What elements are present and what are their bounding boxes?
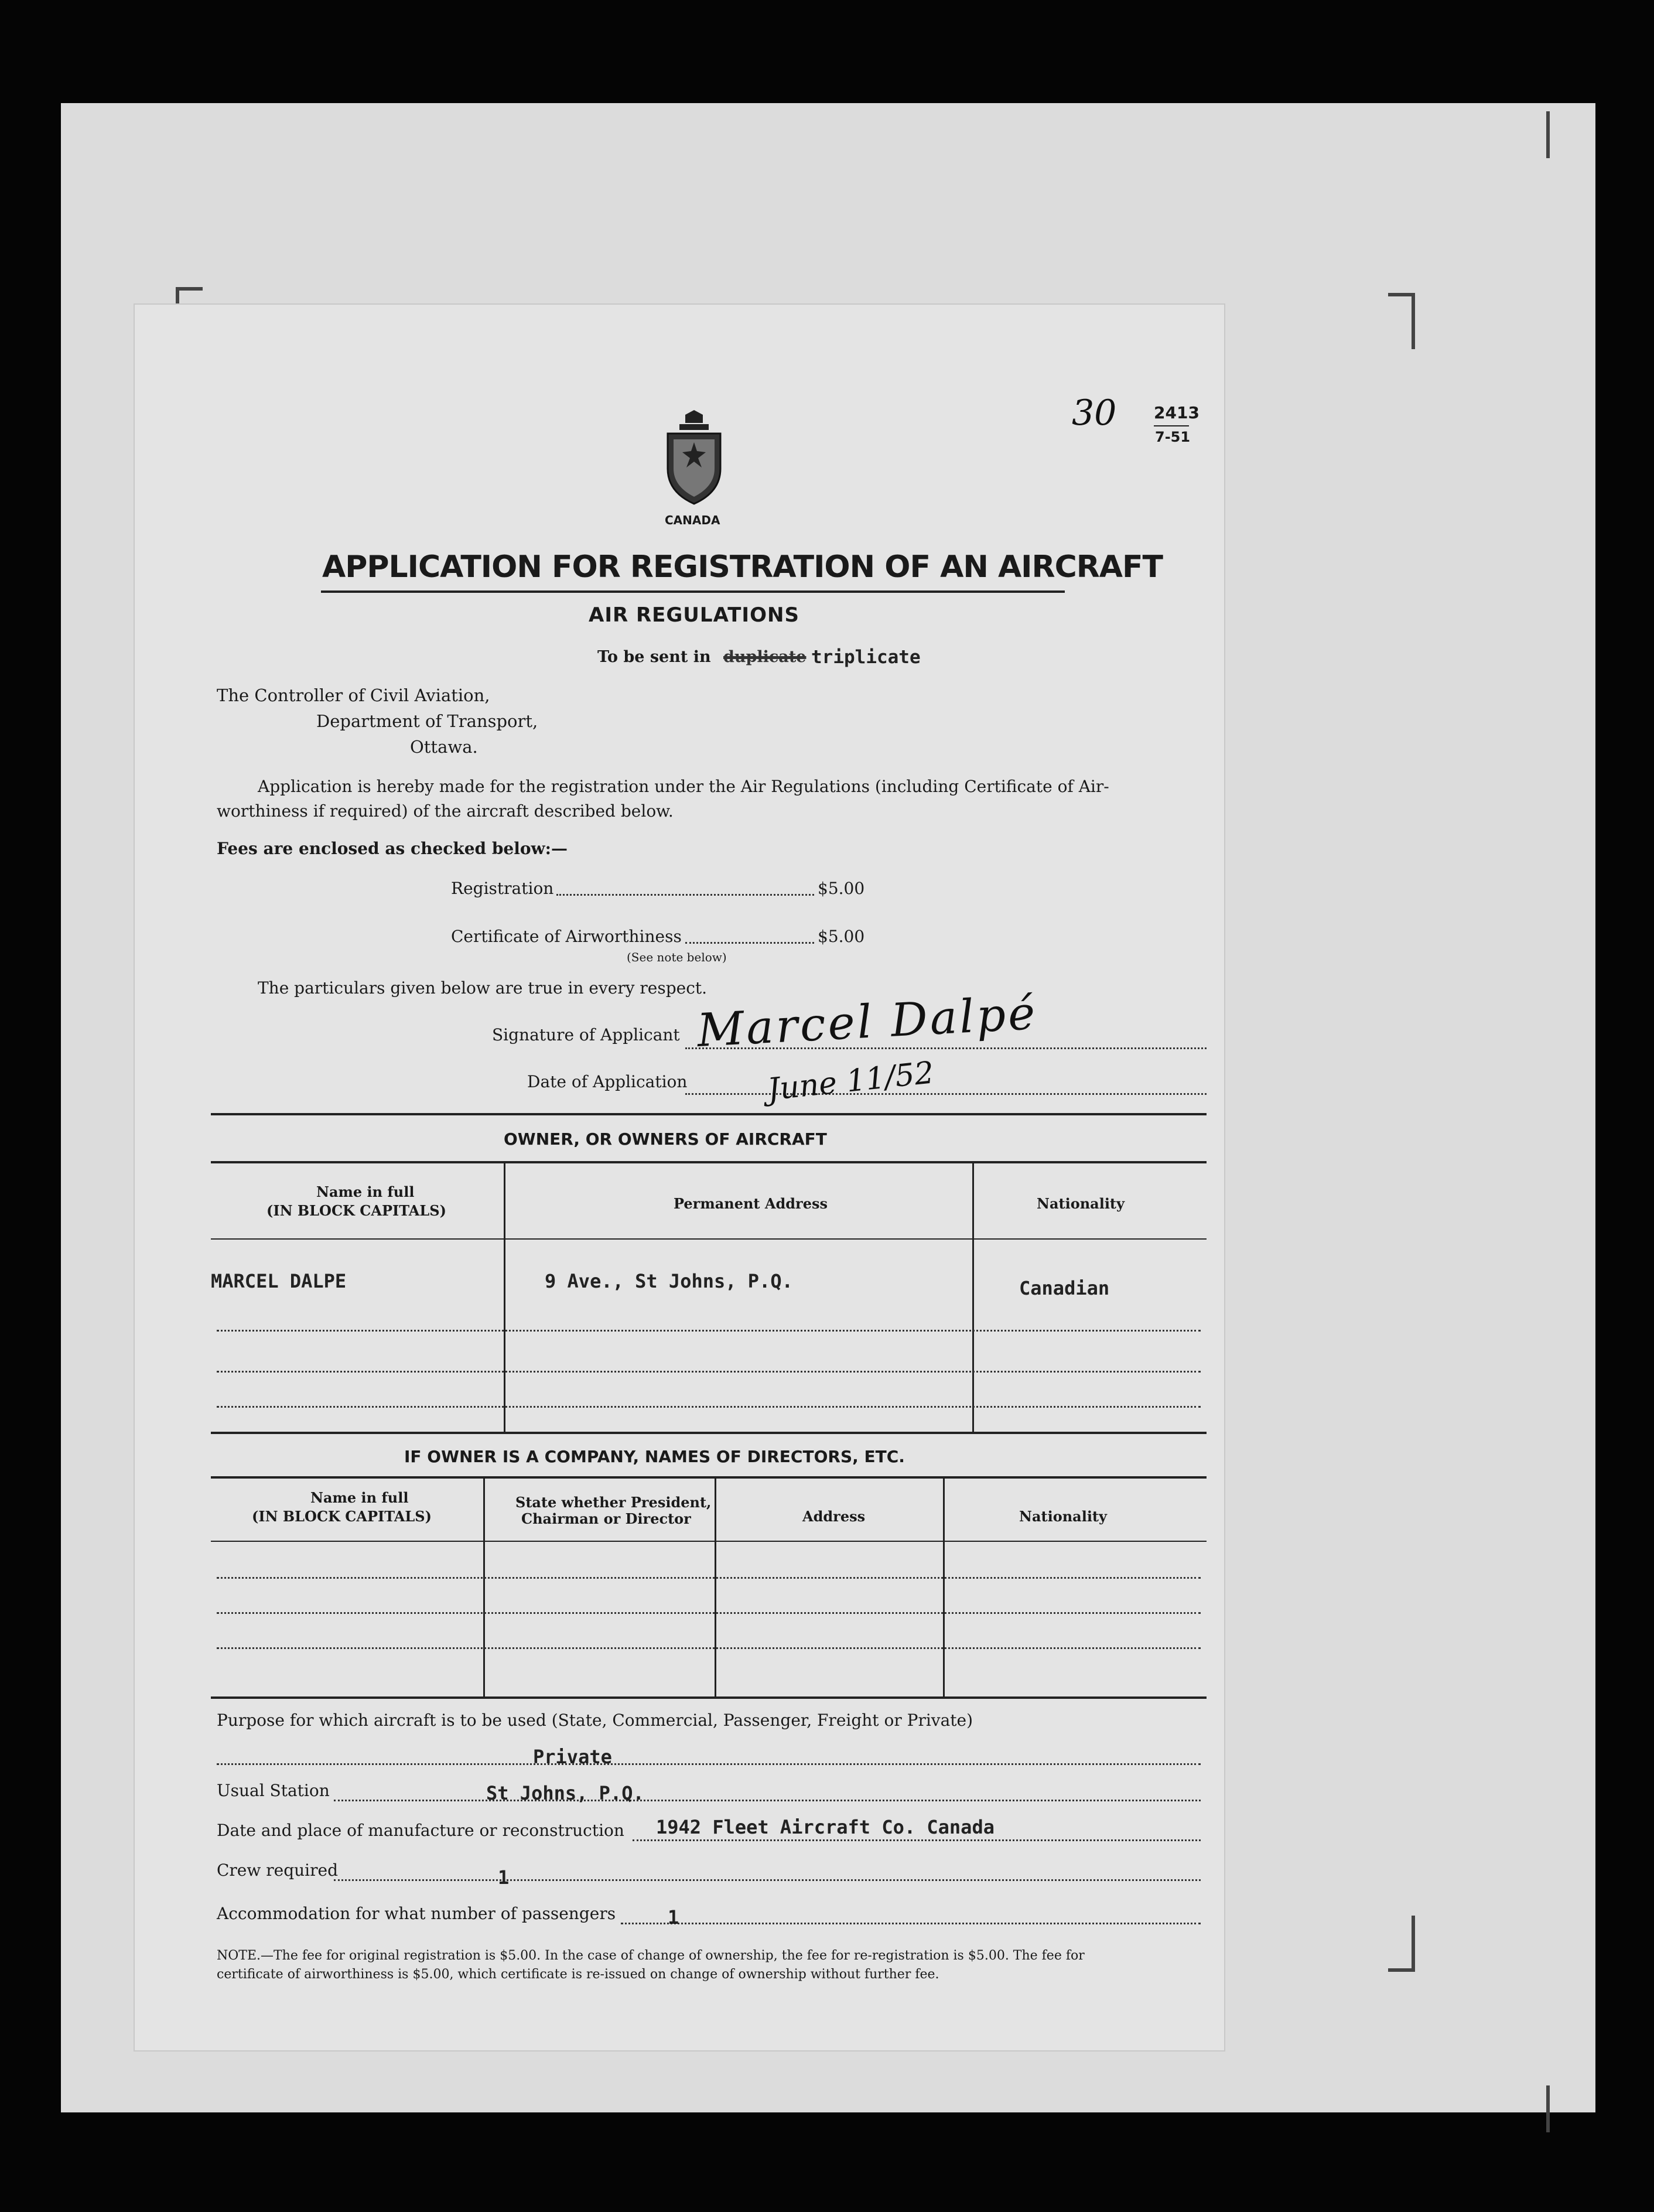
directors-table-top	[211, 1476, 1207, 1479]
owners-table-top	[211, 1161, 1207, 1163]
fee-airworthiness-leader	[685, 942, 814, 944]
directors-header-rule	[211, 1541, 1207, 1542]
send-in-typed: triplicate	[811, 647, 921, 668]
form-number-rule	[1154, 425, 1189, 426]
owners-col-divider	[972, 1161, 974, 1433]
crew-line	[334, 1879, 1201, 1881]
owners-heading: OWNER, OR OWNERS OF AIRCRAFT	[504, 1129, 827, 1149]
directors-col-block: (IN BLOCK CAPITALS)	[252, 1508, 432, 1525]
owners-col-address: Permanent Address	[674, 1195, 828, 1212]
canada-label: CANADA	[665, 513, 720, 527]
crew-label: Crew required	[217, 1861, 338, 1880]
coat-of-arms-icon	[662, 410, 726, 510]
owners-col-block: (IN BLOCK CAPITALS)	[266, 1202, 446, 1219]
fee-airworthiness-label: Certificate of Airworthiness	[451, 927, 682, 946]
subtitle: AIR REGULATIONS	[589, 603, 799, 627]
corner-bracket	[1546, 2085, 1567, 2132]
directors-col-role-2: Chairman or Director	[521, 1510, 691, 1527]
manufacture-value: 1942 Fleet Aircraft Co. Canada	[656, 1816, 995, 1838]
true-statement: The particulars given below are true in every respect.	[258, 978, 708, 998]
directors-col-address: Address	[802, 1508, 866, 1525]
form-page	[135, 305, 1224, 2050]
directors-col-divider	[943, 1476, 945, 1699]
passengers-label: Accommodation for what number of passengers	[217, 1904, 616, 1923]
owners-header-rule	[211, 1238, 1207, 1240]
manufacture-label: Date and place of manufacture or reconstruction	[217, 1821, 624, 1840]
application-text-1: Application is hereby made for the registration under the Air Regulations (including Certificate of Air-	[258, 777, 1109, 796]
owner-name: MARCEL DALPE	[211, 1270, 347, 1292]
see-note: (See note below)	[627, 950, 727, 964]
directors-col-name: Name in full	[310, 1489, 409, 1506]
owners-row-rule	[217, 1406, 1201, 1408]
station-label: Usual Station	[217, 1781, 330, 1800]
addressee-line-2: Department of Transport,	[316, 711, 538, 731]
corner-bracket	[1388, 1916, 1415, 1972]
application-text-2: worthiness if required) of the aircraft described below.	[217, 801, 674, 821]
directors-col-role: State whether President,	[515, 1494, 712, 1511]
owners-table-bottom	[211, 1432, 1207, 1434]
passengers-line	[621, 1923, 1201, 1924]
application-date: June 11/52	[766, 1055, 936, 1108]
directors-row-rule	[217, 1647, 1201, 1649]
station-line	[334, 1800, 1201, 1801]
owners-row-rule	[217, 1371, 1201, 1373]
crew-value: 1	[498, 1866, 510, 1889]
owner-address: 9 Ave., St Johns, P.Q.	[545, 1270, 793, 1292]
note-line-1: NOTE.—The fee for original registration is $5.00. In the case of change of ownership, the fee for re-registration is $5.00. The fee for	[217, 1948, 1085, 1963]
corner-bracket	[1388, 293, 1415, 349]
owner-nationality: Canadian	[1019, 1277, 1110, 1299]
passengers-value: 1	[668, 1906, 679, 1928]
note-line-2: certificate of airworthiness is $5.00, which certificate is re-issued on change of ownership without further fee.	[217, 1967, 939, 1982]
manufacture-line	[633, 1839, 1201, 1841]
directors-row-rule	[217, 1612, 1201, 1614]
purpose-label: Purpose for which aircraft is to be used (State, Commercial, Passenger, Freight or Private)	[217, 1711, 973, 1730]
date-line	[685, 1093, 1207, 1095]
form-revision: 7-51	[1155, 429, 1191, 445]
directors-table-bottom	[211, 1696, 1207, 1699]
fee-registration-label: Registration	[451, 879, 554, 898]
send-in-prefix: To be sent in	[597, 648, 711, 666]
margin-note: 30	[1072, 392, 1117, 433]
station-value: St Johns, P.Q.	[486, 1782, 644, 1804]
directors-col-nationality: Nationality	[1019, 1508, 1107, 1525]
purpose-value: Private	[533, 1746, 612, 1768]
send-in-struck: duplicate	[723, 648, 807, 666]
fees-heading: Fees are enclosed as checked below:—	[217, 839, 568, 858]
corner-bracket	[1546, 111, 1567, 158]
title-underline	[321, 590, 1065, 593]
section-rule	[211, 1113, 1207, 1115]
fee-registration-leader	[556, 894, 814, 896]
directors-heading: IF OWNER IS A COMPANY, NAMES OF DIRECTORS, ETC.	[404, 1447, 905, 1466]
applicant-signature: Marcel Dalpé	[696, 986, 1039, 1058]
purpose-line	[217, 1763, 1201, 1765]
fee-airworthiness-amount: $5.00	[818, 927, 865, 946]
form-number: 2413	[1154, 403, 1200, 422]
directors-col-divider	[483, 1476, 485, 1699]
owners-row-rule	[217, 1330, 1201, 1332]
date-label: Date of Application	[527, 1072, 688, 1091]
owners-col-divider	[504, 1161, 505, 1433]
addressee-line-1: The Controller of Civil Aviation,	[217, 685, 490, 705]
page-title: APPLICATION FOR REGISTRATION OF AN AIRCRAFT	[322, 549, 1163, 585]
fee-registration-amount: $5.00	[818, 879, 865, 898]
owners-col-nationality: Nationality	[1037, 1195, 1125, 1212]
addressee-line-3: Ottawa.	[410, 737, 478, 757]
directors-col-divider	[715, 1476, 716, 1699]
directors-row-rule	[217, 1577, 1201, 1579]
owners-col-name: Name in full	[316, 1183, 415, 1200]
signature-label: Signature of Applicant	[492, 1025, 680, 1044]
